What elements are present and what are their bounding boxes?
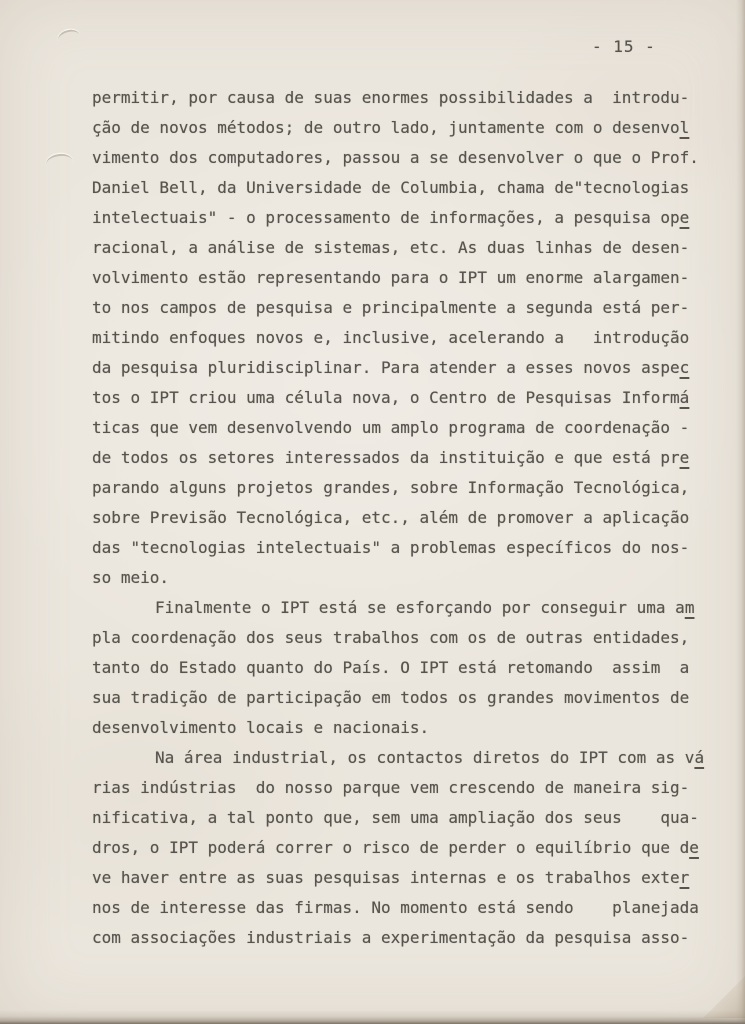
text-line: mitindo enfoques novos e, inclusive, acelerando a introdução (92, 328, 690, 347)
text-line: sua tradição de participação em todos os grandes movimentos de (92, 688, 690, 707)
text-line: tanto do Estado quanto do País. O IPT está retomando assim a (92, 658, 690, 677)
text-line: Na área industrial, os contactos diretos do IPT com as vá (155, 748, 705, 767)
text-line: Daniel Bell, da Universidade de Columbia, chama de"tecnologias (92, 178, 690, 197)
text-line: sobre Previsão Tecnológica, etc., além de promover a aplicação (92, 508, 690, 527)
text-line: de todos os setores interessados da instituição e que está pre (92, 448, 690, 467)
text-line: pla coordenação dos seus trabalhos com os de outras entidades, (92, 628, 690, 647)
hyphenation-underline: á (694, 748, 705, 767)
text-line: desenvolvimento locais e nacionais. (92, 718, 430, 737)
hyphenation-underline: l (679, 118, 690, 137)
hyphenation-underline: e (679, 448, 690, 467)
hyphenation-underline: m (684, 598, 695, 617)
page-edge-bottom (0, 1010, 745, 1024)
text-line: ticas que vem desenvolvendo um amplo programa de coordenação - (92, 418, 690, 437)
hyphenation-underline: e (689, 838, 699, 857)
text-line: nificativa, a tal ponto que, sem uma ampliação dos seus qua- (92, 808, 699, 827)
body-text (92, 83, 722, 953)
text-line: dros, o IPT poderá correr o risco de perder o equilíbrio que de (92, 838, 699, 857)
text-line: to nos campos de pesquisa e principalmente a segunda está per- (92, 298, 690, 317)
text-line: intelectuais" - o processamento de informações, a pesquisa ope (92, 208, 690, 227)
staple-emboss-mark (57, 28, 82, 48)
page-edge-right (736, 0, 745, 1024)
text-line: rias indústrias do nosso parque vem crescendo de maneira sig- (92, 778, 690, 797)
text-line: vimento dos computadores, passou a se desenvolver o que o Prof. (92, 148, 699, 167)
text-line: permitir, por causa de suas enormes possibilidades a introdu- (92, 88, 690, 107)
hyphenation-underline: c (679, 358, 690, 377)
text-line: ve haver entre as suas pesquisas internas e os trabalhos exter (92, 868, 690, 887)
text-line: das "tecnologias intelectuais" a problemas específicos do nos- (92, 538, 690, 557)
hyphenation-underline: r (679, 868, 690, 887)
hyphenation-underline: e (679, 208, 690, 227)
text-line: nos de interesse das firmas. No momento está sendo planejada (92, 898, 699, 917)
page-number: - 15 - (592, 37, 656, 56)
text-line: volvimento estão representando para o IPT um enorme alargamen- (92, 268, 690, 287)
staple-emboss-mark (45, 152, 74, 174)
text-line: parando alguns projetos grandes, sobre Informação Tecnológica, (92, 478, 690, 497)
hyphenation-underline: á (679, 388, 690, 407)
text-line: so meio. (92, 568, 170, 587)
text-line: com associações industriais a experimentação da pesquisa asso- (92, 928, 690, 947)
text-line: Finalmente o IPT está se esforçando por conseguir uma am (155, 598, 695, 617)
text-line: tos o IPT criou uma célula nova, o Centro de Pesquisas Informá (92, 388, 690, 407)
text-line: da pesquisa pluridisciplinar. Para atender a esses novos aspec (92, 358, 690, 377)
text-line: ção de novos métodos; de outro lado, juntamente com o desenvol (92, 118, 690, 137)
text-line: racional, a análise de sistemas, etc. As duas linhas de desen- (92, 238, 690, 257)
